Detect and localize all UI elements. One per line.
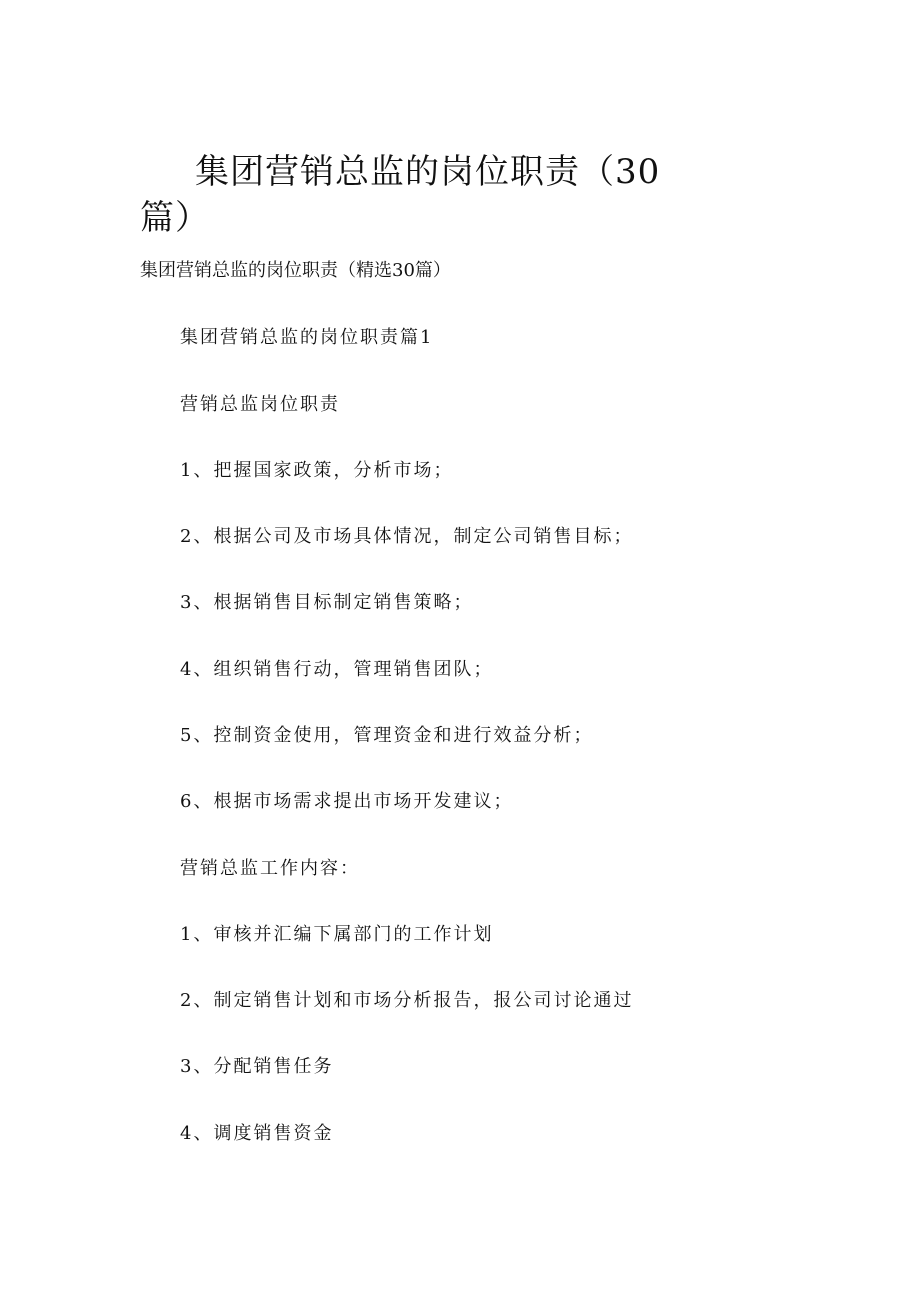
- subsection-heading: 营销总监工作内容：: [180, 858, 360, 879]
- list-item: 5、控制资金使用，管理资金和进行效益分析；: [180, 725, 594, 746]
- section-heading: 集团营销总监的岗位职责篇1: [180, 327, 434, 348]
- list-item: 3、分配销售任务: [180, 1056, 334, 1077]
- document-title-line1: 集团营销总监的岗位职责（30: [195, 152, 661, 192]
- list-item: 1、把握国家政策，分析市场；: [180, 460, 454, 481]
- list-item: 1、审核并汇编下属部门的工作计划: [180, 924, 494, 945]
- list-item: 2、根据公司及市场具体情况，制定公司销售目标；: [180, 526, 634, 547]
- list-item: 3、根据销售目标制定销售策略；: [180, 592, 474, 613]
- list-item: 6、根据市场需求提出市场开发建议；: [180, 791, 514, 812]
- list-item: 4、调度销售资金: [180, 1123, 334, 1144]
- subsection-heading: 营销总监岗位职责: [180, 394, 340, 415]
- list-item: 2、制定销售计划和市场分析报告，报公司讨论通过: [180, 990, 634, 1011]
- document-subtitle: 集团营销总监的岗位职责（精选30篇）: [140, 260, 451, 281]
- list-item: 4、组织销售行动，管理销售团队；: [180, 659, 494, 680]
- document-title-line2: 篇）: [140, 198, 210, 238]
